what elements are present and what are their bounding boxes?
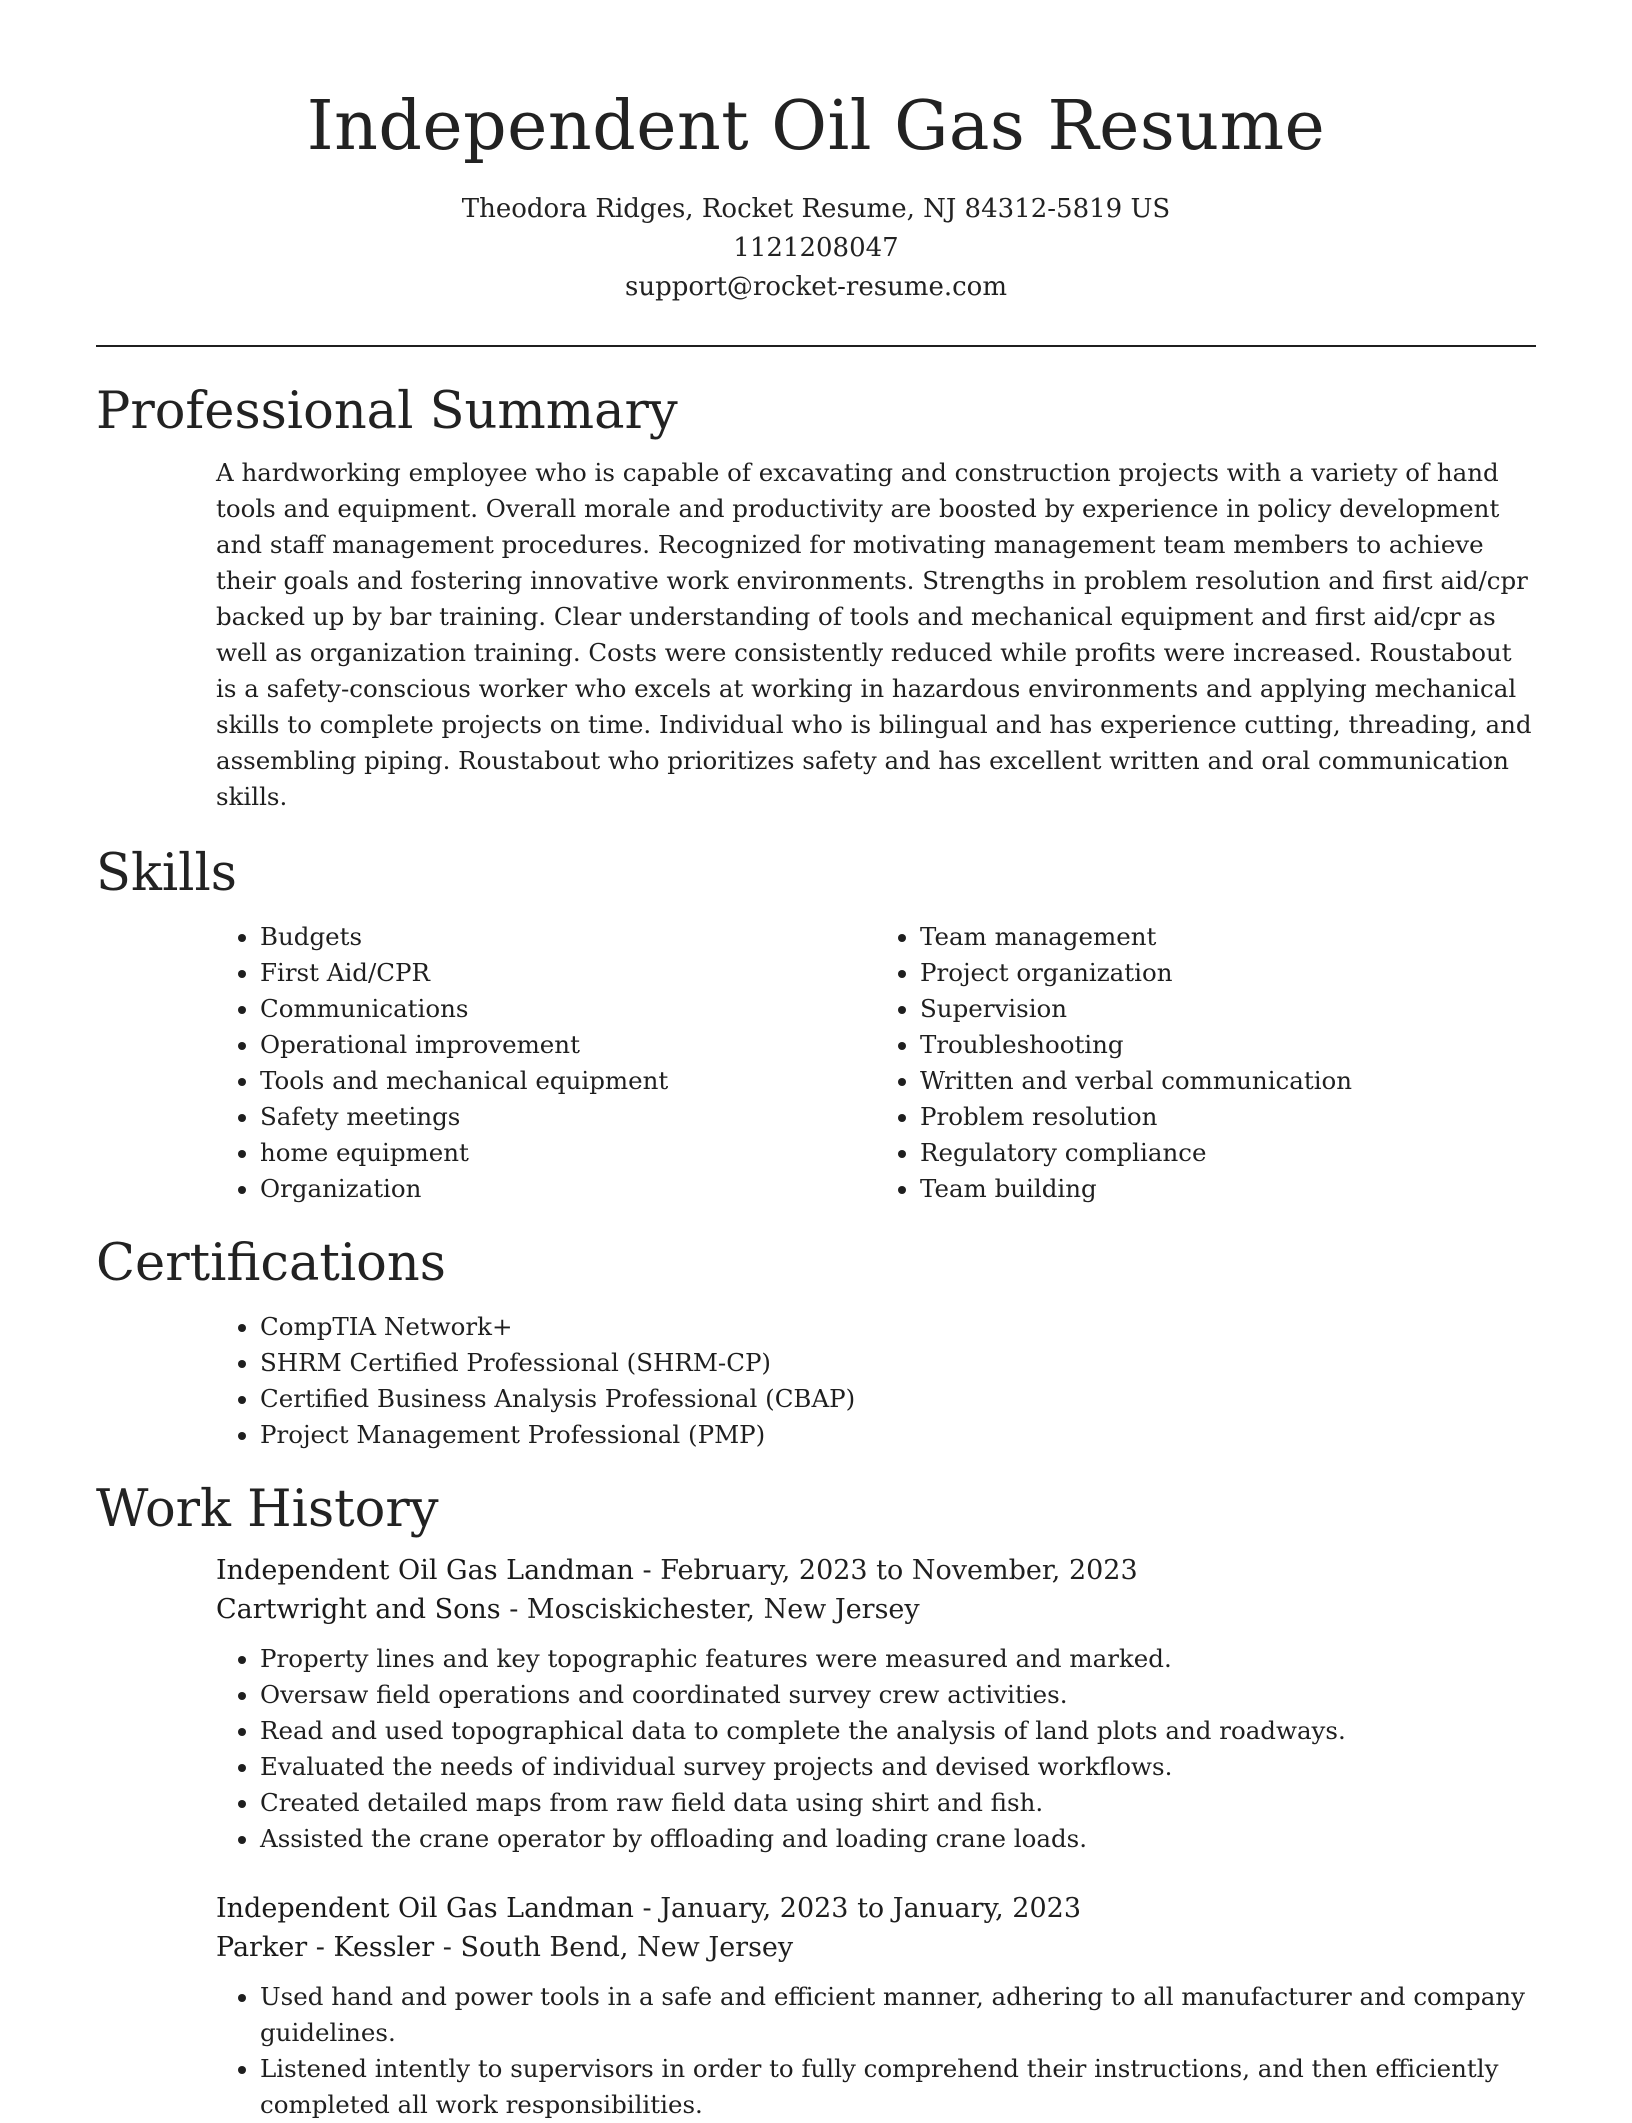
resume-header [96,0,1536,307]
job-company: Parker - Kessler [216,1932,435,1963]
job-bullet: • Evaluated the needs of individual survey projects and devised workflows. [260,1749,1536,1785]
job-bullet: • Oversaw field operations and coordinated survey crew activities. [260,1677,1536,1713]
summary-section [96,381,1536,815]
skill-item: • Safety meetings [260,1099,876,1135]
skill-item: • Communications [260,991,876,1027]
resume-title: Independent Oil Gas Resume [306,87,1326,166]
certifications-list [216,1309,1536,1453]
skills-heading: Skills [96,844,237,903]
job-bullet: • Property lines and key topographic features were measured and marked. [260,1641,1536,1677]
skill-item: • Supervision [920,991,1536,1027]
certification-item: • SHRM Certified Professional (SHRM-CP) [260,1345,1536,1381]
certification-item: • Project Management Professional (PMP) [260,1417,1536,1453]
contact-address: Theodora Ridges, Rocket Resume, NJ 84312-5819 US [461,194,1171,224]
skill-item: • home equipment [260,1135,876,1171]
contact-email: support@rocket-resume.com [624,272,1007,302]
skill-item: • Troubleshooting [920,1027,1536,1063]
work-history-heading: Work History [96,1480,439,1539]
job-entry [216,1889,1536,2123]
skill-item: • Problem resolution [920,1099,1536,1135]
job-separator: - [633,1893,661,1924]
job-bullet: • Created detailed maps from raw field data using shirt and fish. [260,1785,1536,1821]
job-company-line [216,1928,1536,1967]
skill-item: • Team management [920,919,1536,955]
job-location: South Bend, New Jersey [460,1932,794,1963]
skills-list-right [876,919,1536,1207]
job-title-line [216,1889,1536,1928]
job-bullet: • Used hand and power tools in a safe and efficient manner, adhering to all manufacturer and company guidelines. [260,1979,1536,2051]
summary-heading: Professional Summary [96,382,678,441]
job-company-line [216,1590,1536,1629]
job-company: Cartwright and Sons [216,1594,501,1625]
job-separator: - [500,1594,527,1625]
job-bullet: • Assisted the crane operator by offloading and loading crane loads. [260,1821,1536,1857]
certifications-heading: Certifications [96,1234,446,1293]
header-divider [96,345,1536,347]
job-dates: February, 2023 to November, 2023 [660,1555,1138,1586]
skill-item: • First Aid/CPR [260,955,876,991]
skill-item: • Project organization [920,955,1536,991]
skill-item: • Team building [920,1171,1536,1207]
job-position: Independent Oil Gas Landman [216,1555,634,1586]
work-history-section [96,1479,1536,2123]
skill-item: • Regulatory compliance [920,1135,1536,1171]
skill-item: • Written and verbal communication [920,1063,1536,1099]
job-bullet: • Listened intently to supervisors in order to fully comprehend their instructions, and then efficiently completed all work responsibilities. [260,2051,1536,2123]
certification-item: • Certified Business Analysis Professional (CBAP) [260,1381,1536,1417]
certification-item: • CompTIA Network+ [260,1309,1536,1345]
summary-text: A hardworking employee who is capable of excavating and construction projects with a variety of hand tools and equipment. Overall morale and productivity are boosted by experience in policy development and staff management procedures. Recognized for motivating management team members to achieve their goals and fostering innovative work environments. Strengths in problem resolution and first aid/cpr backed up by bar training. Clear understanding of tools and mechanical equipment and first aid/cpr as well as organization training. Costs were consistently reduced while profits were increased. Roustabout is a safety-conscious worker who excels at working in hazardous environments and applying mechanical skills to complete projects on time. Individual who is bilingual and has experience cutting, threading, and assembling piping. Roustabout who prioritizes safety and has excellent written and oral communication skills. [216,458,1532,811]
job-dates: January, 2023 to January, 2023 [660,1893,1082,1924]
skill-item: • Organization [260,1171,876,1207]
job-separator: - [633,1555,661,1586]
job-bullet: • Read and used topographical data to complete the analysis of land plots and roadways. [260,1713,1536,1749]
skills-list-left [216,919,876,1207]
job-position: Independent Oil Gas Landman [216,1893,634,1924]
skills-columns [216,919,1536,1207]
job-title-line [216,1551,1536,1590]
job-bullet-list [216,1641,1536,1857]
job-entry [216,1551,1536,1857]
skill-item: • Operational improvement [260,1027,876,1063]
job-bullet-list [216,1979,1536,2123]
skills-section [96,843,1536,1207]
job-location: Mosciskichester, New Jersey [526,1594,920,1625]
skill-item: • Tools and mechanical equipment [260,1063,876,1099]
job-separator: - [434,1932,461,1963]
contact-phone: 1121208047 [733,233,899,263]
certifications-block [216,1309,1536,1453]
contact-block [96,190,1536,307]
certifications-section [96,1233,1536,1453]
skill-item: • Budgets [260,919,876,955]
